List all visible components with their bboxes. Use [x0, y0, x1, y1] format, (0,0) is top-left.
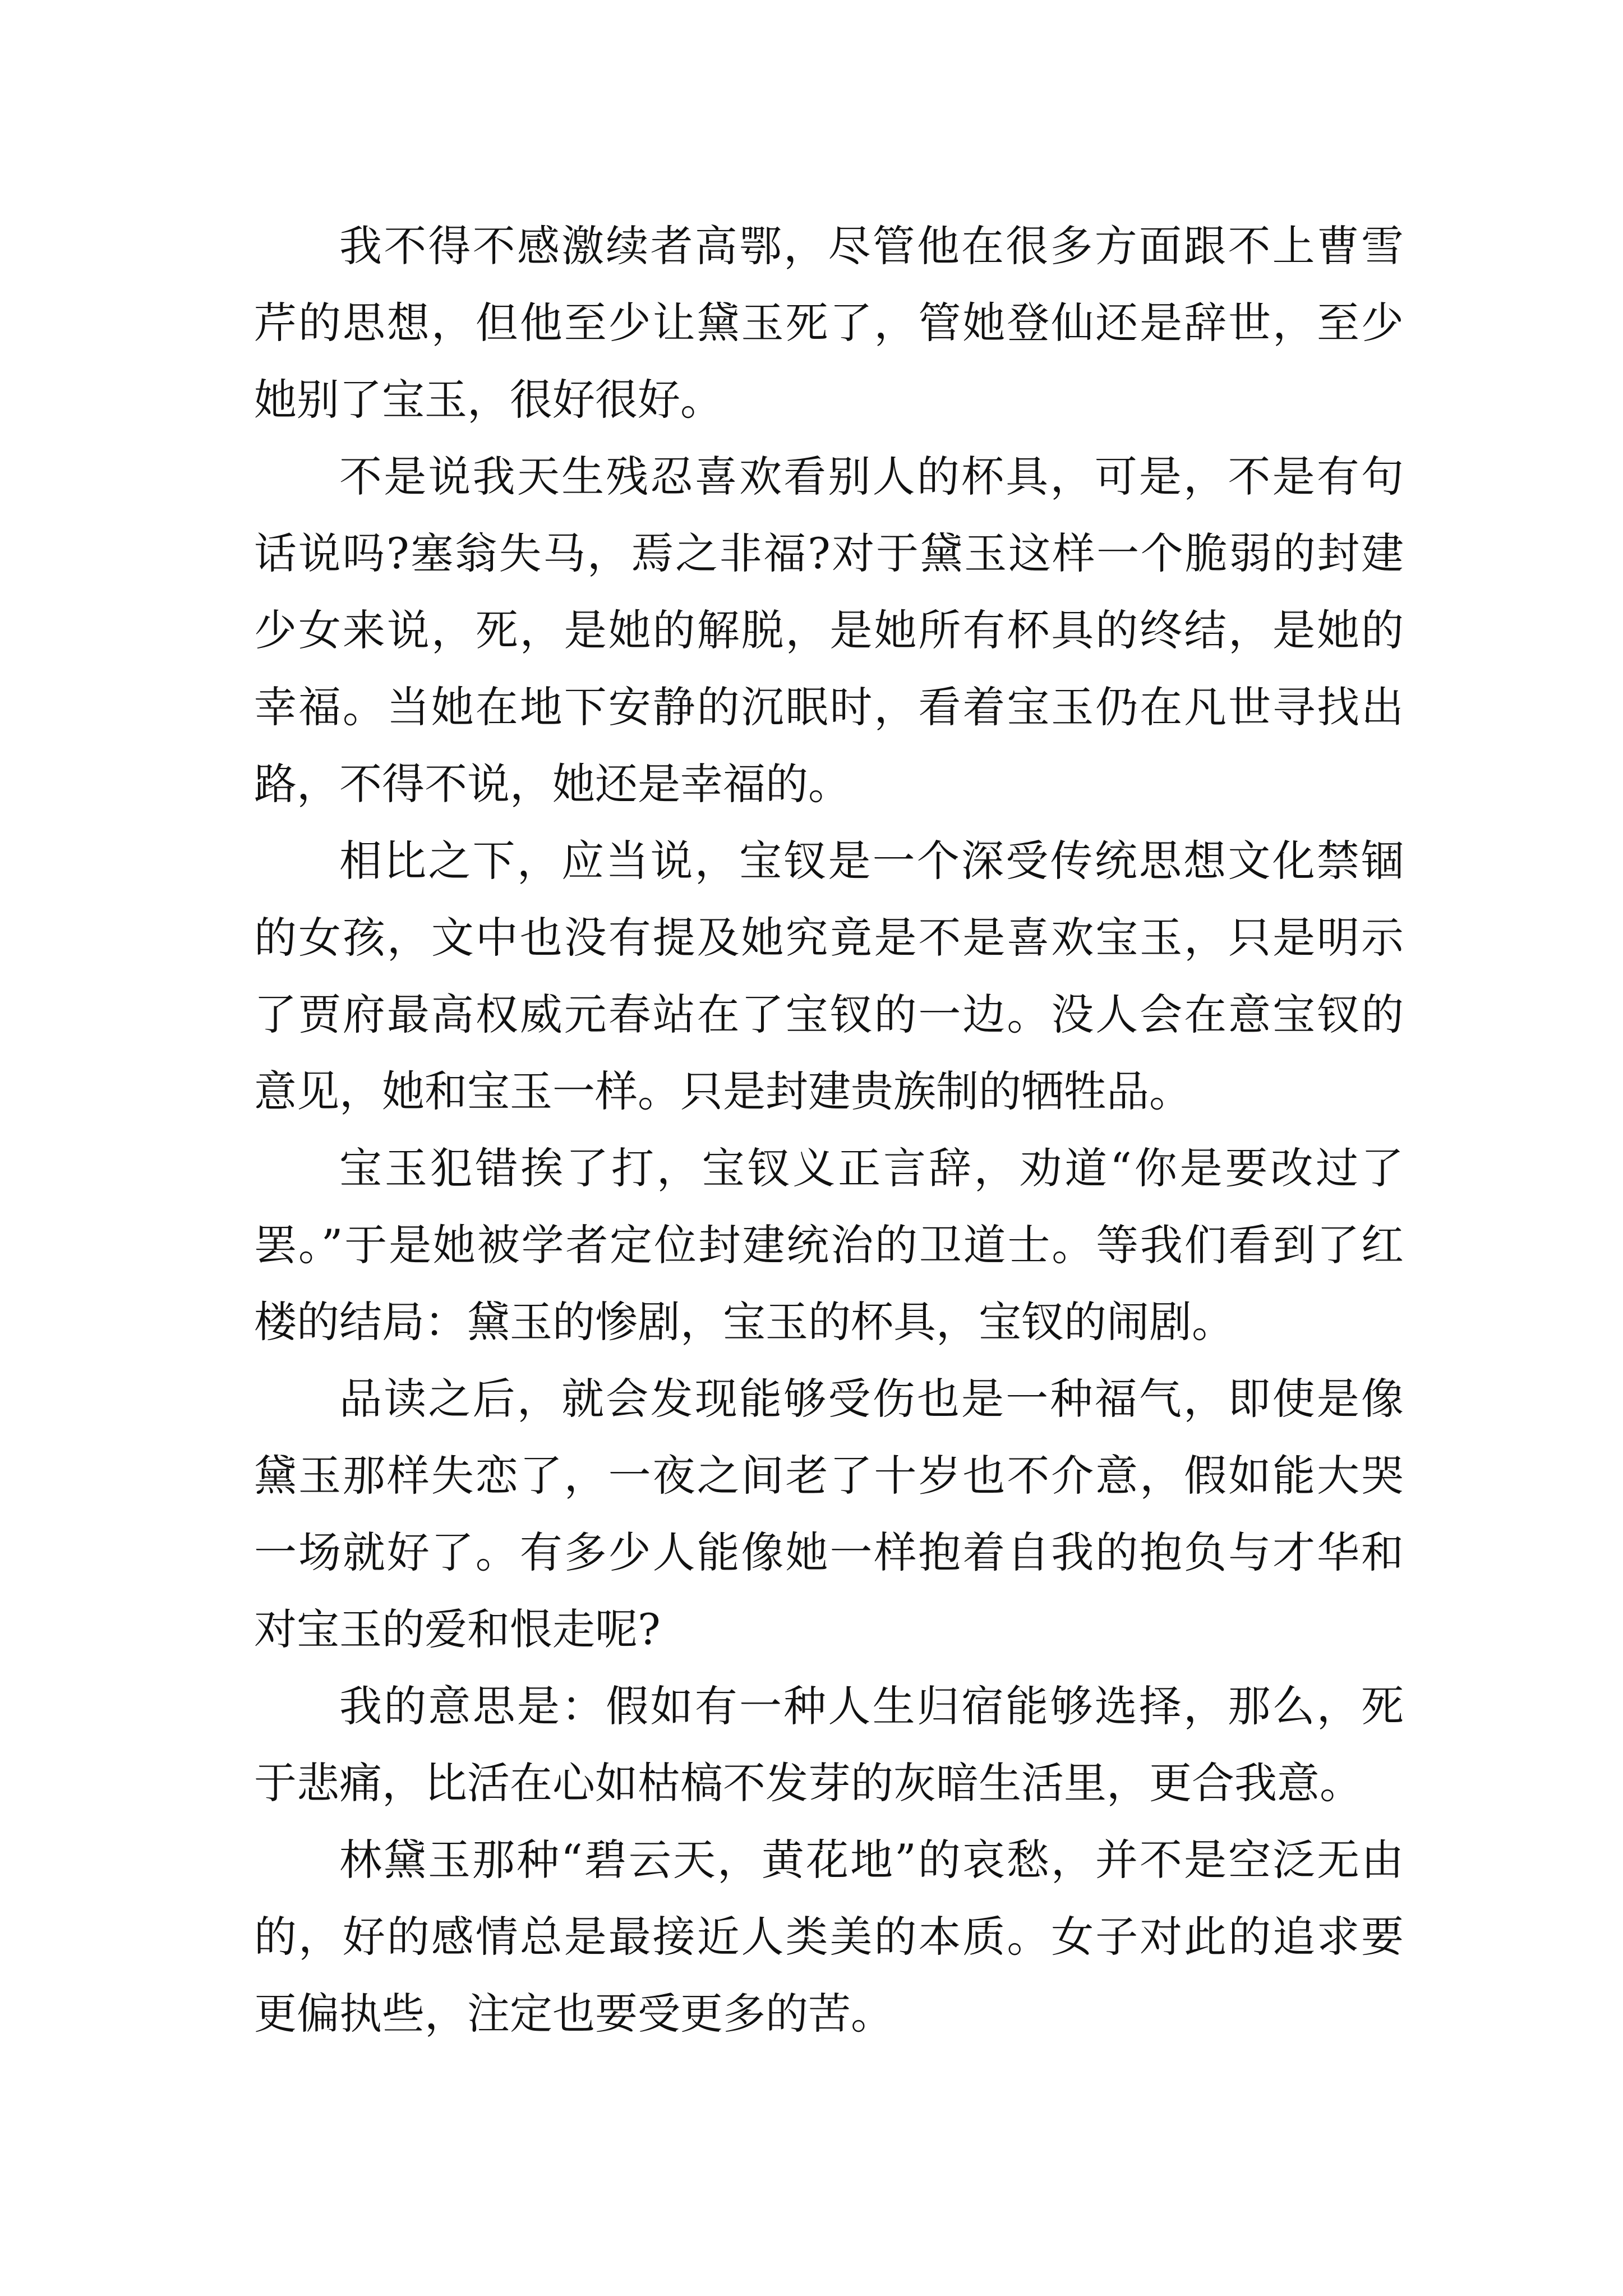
paragraph: 林黛玉那种“碧云天，黄花地”的哀愁，并不是空泛无由的，好的感情总是最接近人类美的本质。女子对此的追求要更偏执些，注定也要受更多的苦。	[254, 1835, 1404, 2039]
document-body	[254, 208, 1404, 2052]
paragraph: 品读之后，就会发现能够受伤也是一种福气，即使是像黛玉那样失恋了，一夜之间老了十岁也不介意，假如能大哭一场就好了。有多少人能像她一样抱着自我的抱负与才华和对宝玉的爱和恨走呢?	[254, 1374, 1404, 1654]
paragraph: 宝玉犯错挨了打，宝钗义正言辞，劝道“你是要改过了罢。”于是她被学者定位封建统治的卫道士。等我们看到了红楼的结局：黛玉的惨剧，宝玉的杯具，宝钗的闹剧。	[254, 1143, 1404, 1347]
paragraph: 我的意思是：假如有一种人生归宿能够选择，那么，死于悲痛，比活在心如枯槁不发芽的灰暗生活里，更合我意。	[254, 1681, 1404, 1808]
paragraph: 我不得不感激续者高鄂，尽管他在很多方面跟不上曹雪芹的思想，但他至少让黛玉死了，管她登仙还是辞世，至少她别了宝玉，很好很好。	[254, 221, 1404, 425]
paragraph: 相比之下，应当说，宝钗是一个深受传统思想文化禁锢的女孩，文中也没有提及她究竟是不是喜欢宝玉，只是明示了贾府最高权威元春站在了宝钗的一边。没人会在意宝钗的意见，她和宝玉一样。只是封建贵族制的牺牲品。	[254, 836, 1404, 1116]
paragraph: 不是说我天生残忍喜欢看别人的杯具，可是，不是有句话说吗?塞翁失马，焉之非福?对于黛玉这样一个脆弱的封建少女来说，死，是她的解脱，是她所有杯具的终结，是她的幸福。当她在地下安静的沉眠时，看着宝玉仍在凡世寻找出路，不得不说，她还是幸福的。	[254, 452, 1404, 809]
